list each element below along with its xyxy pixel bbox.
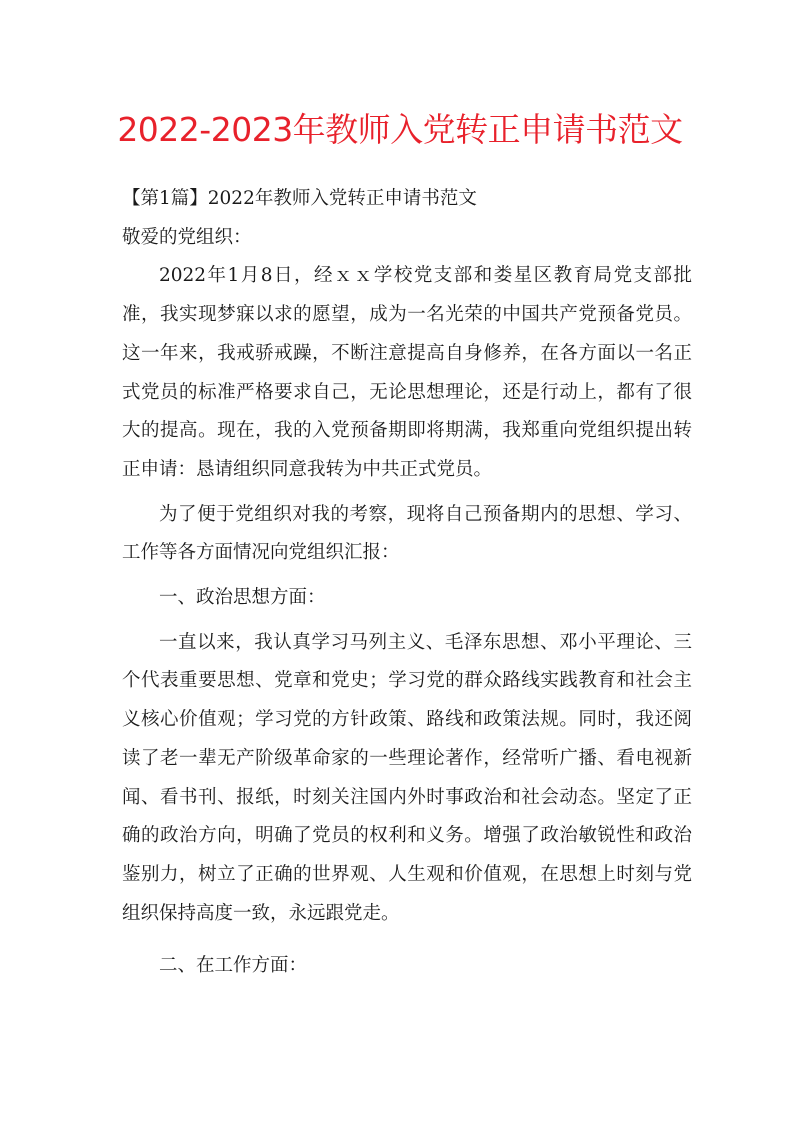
salutation: 敬爱的党组织： (122, 226, 252, 248)
section-heading-work: 二、在工作方面： (159, 955, 308, 977)
document-body (122, 180, 692, 986)
document-title: 2022-2023年教师入党转正申请书范文 (117, 110, 683, 149)
section-heading-political: 一、政治思想方面： (159, 587, 326, 609)
paragraph-report-intro: 为了便于党组织对我的考察，现将自己预备期内的思想、学习、工作等各方面情况向党组织汇报： (122, 503, 692, 564)
paragraph-membership-intro: 2022年1月8日，经ｘｘ学校党支部和娄星区教育局党支部批准，我实现梦寐以求的愿望，成为一名光荣的中国共产党预备党员。这一年来，我戒骄戒躁，不断注意提高自身修养，在各方面以一名正式党员的标准严格要求自己，无论思想理论，还是行动上，都有了很大的提高。现在，我的入党预备期即将期满，我郑重向党组织提出转正申请：恳请组织同意我转为中共正式党员。 (122, 265, 692, 480)
article-heading: 【第1篇】2022年教师入党转正申请书范文 (122, 188, 477, 209)
paragraph-political-thought: 一直以来，我认真学习马列主义、毛泽东思想、邓小平理论、三个代表重要思想、党章和党史；学习党的群众路线实践教育和社会主义核心价值观；学习党的方针政策、路线和政策法规。同时，我还阅读了老一辈无产阶级革命家的一些理论著作，经常听广播、看电视新闻、看书刊、报纸，时刻关注国内外时事政治和社会动态。坚定了正确的政治方向，明确了党员的权利和义务。增强了政治敏锐性和政治鉴别力，树立了正确的世界观、人生观和价值观，在思想上时刻与党组织保持高度一致，永远跟党走。 (122, 631, 692, 924)
